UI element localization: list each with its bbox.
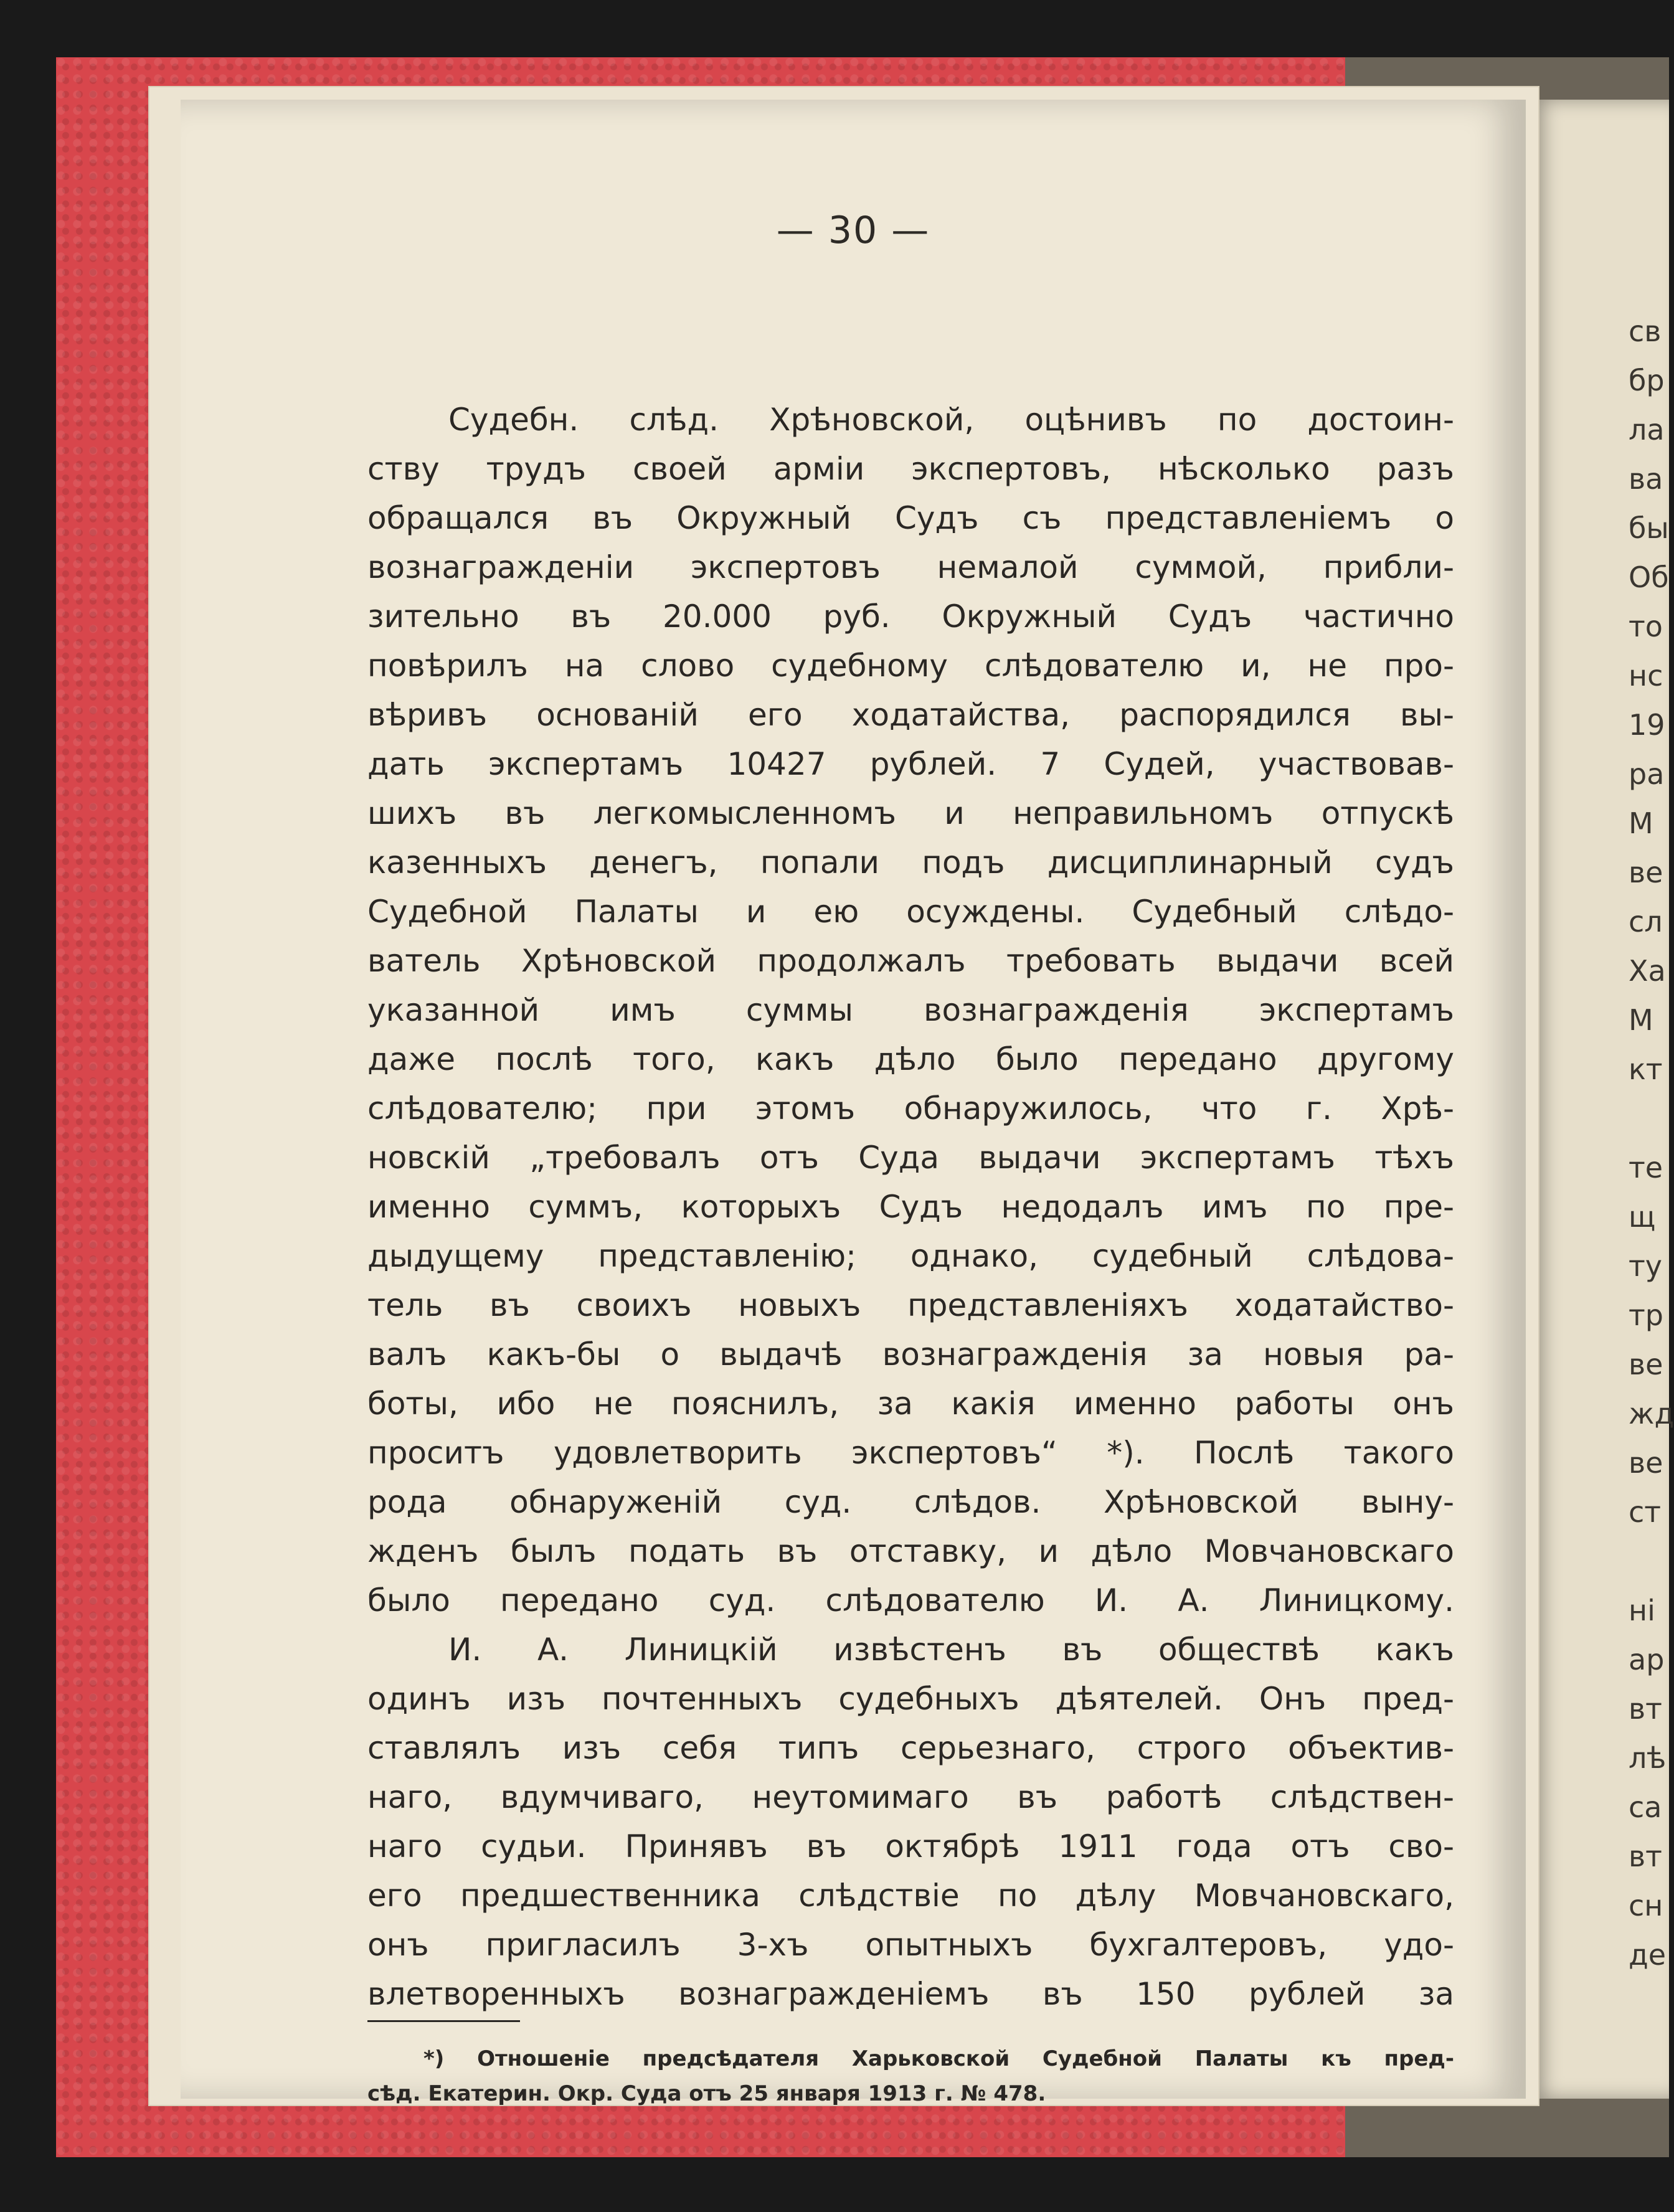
text-line: даже послѣ того, какъ дѣло было передано другому — [367, 1041, 1454, 1077]
text-line: жденъ былъ подать въ отставку, и дѣло Мовчановскаго — [367, 1533, 1454, 1569]
text-line: его предшественника слѣдствіе по дѣлу Мовчановскаго, — [367, 1878, 1454, 1914]
text-line: обращался въ Окружный Судъ съ представленіемъ о — [367, 500, 1454, 536]
facing-page-fragment: тр — [1629, 1298, 1663, 1332]
text-line: ставлялъ изъ себя типъ серьезнаго, строго объектив- — [367, 1730, 1454, 1766]
facing-page-fragment: М — [1629, 1003, 1653, 1037]
text-line: вознагражденіи экспертовъ немалой суммой, прибли- — [367, 549, 1454, 585]
facing-page-fragment: те — [1629, 1151, 1663, 1184]
facing-page-fragment: ве — [1629, 1348, 1663, 1381]
text-line: влетворенныхъ вознагражденіемъ въ 150 рублей за — [367, 1976, 1454, 2012]
text-line: ватель Хрѣновской продолжалъ требовать выдачи всей — [367, 943, 1454, 979]
facing-page-fragment: вт — [1629, 1692, 1662, 1726]
facing-page-fragment: ні — [1629, 1594, 1655, 1627]
facing-page-fragment: бы — [1629, 511, 1669, 545]
facing-page-fragment: св — [1629, 314, 1662, 348]
text-line: онъ пригласилъ 3-хъ опытныхъ бухгалтеровъ, удо- — [367, 1927, 1454, 1963]
footnote-line: *) Отношеніе предсѣдателя Харьковской Судебной Палаты къ пред- — [423, 2046, 1454, 2071]
footnote-line: сѣд. Екатерин. Окр. Суда отъ 25 января 1913 г. № 478. — [367, 2081, 1046, 2106]
text-line: ству трудъ своей арміи экспертовъ, нѣсколько разъ — [367, 451, 1454, 487]
facing-page-fragment: сн — [1629, 1889, 1663, 1922]
facing-page-fragment: де — [1629, 1938, 1667, 1972]
facing-page-fragment: Об — [1629, 560, 1669, 594]
facing-page-fragment: жд — [1629, 1397, 1674, 1430]
facing-page-fragment: ст — [1629, 1495, 1662, 1529]
facing-page-fragment: ве — [1629, 856, 1663, 889]
text-line: зительно въ 20.000 руб. Окружный Судъ частично — [367, 598, 1454, 635]
text-line: вѣривъ основаній его ходатайства, распорядился вы- — [367, 697, 1454, 733]
text-line: указанной имъ суммы вознагражденія экспертамъ — [367, 992, 1454, 1028]
facing-page-fragment: ве — [1629, 1446, 1663, 1480]
text-line: слѣдователю; при этомъ обнаружилось, что г. Хрѣ- — [367, 1090, 1454, 1127]
facing-page-fragment: Ха — [1629, 954, 1666, 988]
text-line: боты, ибо не пояснилъ, за какія именно работы онъ — [367, 1386, 1454, 1422]
text-line: новскій „требовалъ отъ Суда выдачи экспертамъ тѣхъ — [367, 1140, 1454, 1176]
footnote — [367, 2041, 1454, 2111]
text-line: было передано суд. слѣдователю И. А. Линицкому. — [367, 1582, 1454, 1619]
text-line: валъ какъ-бы о выдачѣ вознагражденія за новыя ра- — [367, 1336, 1454, 1373]
facing-page-fragment: вт — [1629, 1840, 1662, 1873]
facing-page-fragment: ва — [1629, 462, 1663, 496]
text-line: казенныхъ денегъ, попали подъ дисциплинарный судъ — [367, 844, 1454, 881]
facing-page-fragment: ту — [1629, 1249, 1663, 1283]
text-line: Судебной Палаты и ею осуждены. Судебный слѣдо- — [367, 894, 1454, 930]
page-body-text — [367, 395, 1454, 2019]
text-line: тель въ своихъ новыхъ представленіяхъ ходатайство- — [367, 1287, 1454, 1323]
text-line: проситъ удовлетворить экспертовъ“ *). Послѣ такого — [367, 1435, 1454, 1471]
text-line: наго, вдумчиваго, неутомимаго въ работѣ слѣдствен- — [367, 1779, 1454, 1815]
facing-page-fragment: сл — [1629, 905, 1663, 938]
facing-page-fragment: нс — [1629, 659, 1663, 692]
text-line: И. А. Линицкій извѣстенъ въ обществѣ какъ — [448, 1632, 1454, 1668]
text-line: Судебн. слѣд. Хрѣновской, оцѣнивъ по достоин- — [448, 402, 1454, 438]
facing-page-fragment: М — [1629, 806, 1653, 840]
text-line: шихъ въ легкомысленномъ и неправильномъ отпускѣ — [367, 795, 1454, 831]
facing-page-fragment: са — [1629, 1790, 1662, 1824]
facing-page-fragment: ра — [1629, 757, 1665, 791]
facing-page-fragment: лѣ — [1629, 1741, 1667, 1775]
text-line: одинъ изъ почтенныхъ судебныхъ дѣятелей. Онъ пред- — [367, 1681, 1454, 1717]
footnote-divider — [367, 2020, 520, 2022]
text-line: повѣрилъ на слово судебному слѣдователю и, не про- — [367, 648, 1454, 684]
facing-page-fragment: бр — [1629, 364, 1665, 397]
facing-page-fragment: ар — [1629, 1643, 1665, 1676]
text-line: дыдущему представленію; однако, судебный слѣдова- — [367, 1238, 1454, 1274]
page-number: — 30 — — [776, 209, 930, 252]
facing-page-fragment: щ — [1629, 1200, 1656, 1234]
facing-page-fragment: 19 — [1629, 708, 1665, 742]
text-line: дать экспертамъ 10427 рублей. 7 Судей, участвовав- — [367, 746, 1454, 782]
text-line: рода обнаруженій суд. слѣдов. Хрѣновской выну- — [367, 1484, 1454, 1520]
facing-page-fragment: ла — [1629, 413, 1665, 447]
book-page — [181, 100, 1526, 2106]
facing-page-fragment: то — [1629, 610, 1663, 643]
facing-page-fragment: кт — [1629, 1052, 1663, 1086]
text-line: именно суммъ, которыхъ Судъ недодалъ имъ по пре- — [367, 1189, 1454, 1225]
facing-page — [1529, 100, 1674, 2099]
text-line: наго судьи. Принявъ въ октябрѣ 1911 года отъ сво- — [367, 1828, 1454, 1865]
